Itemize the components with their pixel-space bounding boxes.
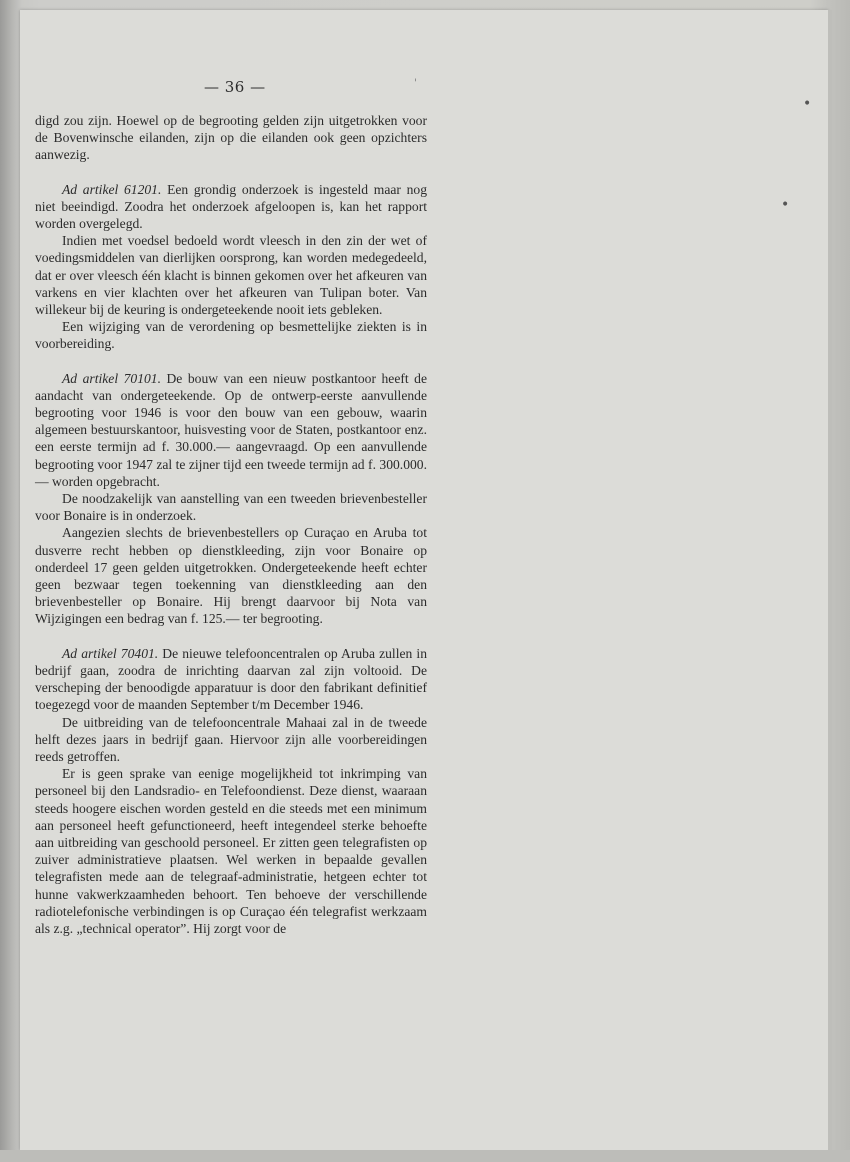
paragraph-text: De bouw van een nieuw postkantoor heeft de aandacht van ondergeteekende. Op de ontwerp-eerste aanvullende begrooting voor 1946 is voor den bouw van een gebouw, waarin algemeen bestuurskantoor, huisvesting voor de Staten, postkantoor enz. een eerste termijn ad f. 30.000.— aangevraagd. Op een aanvullende begrooting voor 1947 zal te zijner tijd een tweede termijn ad f. 300.000.— worden opgebracht.: [35, 370, 427, 489]
stray-mark: •: [781, 197, 790, 213]
page-number: — 36 —: [204, 78, 266, 96]
stray-mark: •: [803, 96, 812, 112]
sheet-edge: [828, 10, 832, 1150]
body-text: [35, 112, 427, 937]
paragraph: [35, 181, 427, 233]
paragraph: [35, 370, 427, 490]
article-lead: Ad artikel 70101.: [62, 370, 161, 386]
stray-mark: ': [414, 78, 417, 89]
article-lead: Ad artikel 61201.: [62, 181, 162, 197]
scan-bottom-edge: [0, 1150, 850, 1162]
paragraph: [35, 490, 427, 524]
paragraph-text: digd zou zijn. Hoewel op de begrooting gelden zijn uitgetrokken voor de Bovenwinsche eilanden, zijn op die eilanden ook geen opzichters aanwezig.: [35, 113, 427, 163]
paragraph-text: Indien met voedsel bedoeld wordt vleesch in den zin der wet of voedingsmiddelen van dierlijken oorsprong, kan worden medegedeeld, dat er over vleesch één klacht is binnen gekomen over het afkeuren van varkens en vier klachten over het afkeuren van Tulipan boter. Van willekeur bij de keuring is ondergeteekende nooit iets gebleken.: [35, 233, 427, 318]
paragraph-text: De nieuwe telefooncentralen op Aruba zullen in bedrijf gaan, zoodra de inrichting daarvan zal zijn voltooid. De verscheping der benoodigde apparatuur is door den fabrikant definitief toegezegd voor de maanden September t/m December 1946.: [35, 645, 428, 713]
paragraph: [35, 524, 427, 627]
paragraph: [35, 318, 427, 352]
paragraph-text: De noodzakelijk van aanstelling van een tweeden brievenbesteller voor Bonaire is in onderzoek.: [35, 491, 427, 524]
paragraph-text: Een wijziging van de verordening op besmettelijke ziekten is in voorbereiding.: [35, 319, 427, 352]
paragraph: [35, 645, 427, 714]
paragraph: [35, 112, 427, 164]
paragraph-text: De uitbreiding van de telefooncentrale Mahaai zal in de tweede helft dezes jaars in bedrijf gaan. Hiervoor zijn alle voorbereidingen reeds getroffen.: [35, 714, 427, 764]
paragraph-text: Er is geen sprake van eenige mogelijkheid tot inkrimping van personeel bij den Landsradio- en Telefoondienst. Deze dienst, waaraan steeds hoogere eischen worden gesteld en die steeds met een minimum aan personeel heeft gefunctioneerd, heeft integendeel sterke behoefte aan uitbreiding van geschoold personeel. Er zitten geen telegrafisten op zuiver administratieve plaatsen. Wel werken in bepaalde gevallen telegrafisten mede aan de telegraaf-administratie, hetgeen echter tot hunne vakwerkzaamheden behoort. Ten behoeve der verschillende radiotelefonische verbindingen is op Curaçao één telegrafist werkzaam als z.g. „technical operator”. Hij zorgt voor de: [35, 766, 427, 936]
article-lead: Ad artikel 70401.: [62, 645, 159, 661]
paragraph: [35, 232, 427, 318]
paragraph-text: Een grondig onderzoek is ingesteld maar nog niet beeindigd. Zoodra het onderzoek afgeloopen is, kan het rapport worden overgelegd.: [35, 181, 428, 232]
paragraph: [35, 765, 427, 937]
paragraph-text: Aangezien slechts de brievenbestellers op Curaçao en Aruba tot dusverre recht hebben op dienstkleeding, zijn voor Bonaire op onderdeel 17 geen gelden uitgetrokken. Ondergeteekende heeft echter geen bezwaar tegen toekenning van dienstkleeding aan den brievenbesteller op Bonaire. Hij brengt daarvoor bij Nota van Wijzigingen een bedrag van f. 125.— ter begrooting.: [35, 525, 427, 627]
paragraph: [35, 714, 427, 766]
